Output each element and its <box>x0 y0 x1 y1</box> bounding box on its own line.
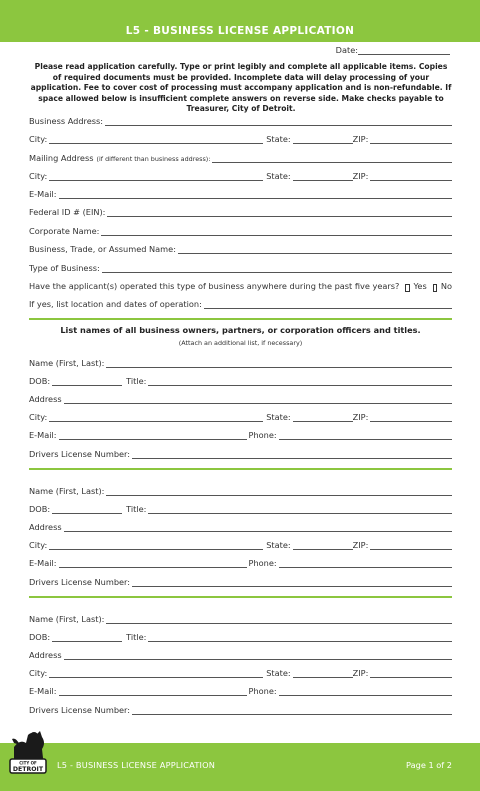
owner-name-line[interactable] <box>106 616 452 624</box>
business-address-field[interactable] <box>29 115 452 126</box>
corporate-name-label: Corporate Name: <box>29 226 100 236</box>
owner-phone-line[interactable] <box>279 432 452 440</box>
owner-name-field[interactable] <box>29 613 452 624</box>
trade-name-field[interactable] <box>29 243 452 254</box>
owner-divider <box>29 596 452 598</box>
owner-title-line[interactable] <box>148 506 452 514</box>
owner-zip-label: ZIP: <box>352 540 369 550</box>
city-label: City: <box>29 134 48 144</box>
owner-phone-line[interactable] <box>279 688 452 696</box>
mailing-address-line[interactable] <box>212 155 452 163</box>
owner-address-label: Address <box>29 650 62 660</box>
owner-state-line[interactable] <box>293 414 353 422</box>
trade-name-line[interactable] <box>178 246 452 254</box>
federal-id-field[interactable] <box>29 206 452 217</box>
owner-zip-label: ZIP: <box>352 412 369 422</box>
city-label: City: <box>29 171 48 181</box>
footer-bar <box>0 743 480 791</box>
date-field[interactable] <box>336 45 450 55</box>
owner-email-line[interactable] <box>59 560 247 568</box>
owner-name-field[interactable] <box>29 485 452 496</box>
owner-drivers-license-label: Drivers License Number: <box>29 705 131 715</box>
owner-drivers-license-line[interactable] <box>132 579 452 587</box>
owner-drivers-license-line[interactable] <box>132 707 452 715</box>
owner-state-label: State: <box>266 540 291 550</box>
business-address-label: Business Address: <box>29 116 104 126</box>
owner-email-line[interactable] <box>59 432 247 440</box>
mailing-address-field[interactable] <box>29 152 452 163</box>
type-of-business-line[interactable] <box>102 265 452 273</box>
owner-drivers-license-field[interactable] <box>29 448 452 459</box>
owner-zip-line[interactable] <box>370 542 452 550</box>
owner-address-field[interactable] <box>29 521 452 532</box>
no-label: No <box>440 281 452 291</box>
owner-dob-label: DOB: <box>29 632 51 642</box>
instructions-text: Please read application carefully. Type or print legibly and complete all applicable items. Copies of required documents must be provided. Incomplete data will delay processing of your application. Fee to cover cost of processing must accompany application and is non-refundable. If space allowed below is insufficient complete answers on reverse side. Make checks payable to Treasurer, City of Detroit. <box>30 62 452 113</box>
form-title: L5 - BUSINESS LICENSE APPLICATION <box>125 25 355 37</box>
mailing-address-note: (if different than business address): <box>96 155 211 163</box>
mailing-city-row[interactable] <box>29 170 452 181</box>
corporate-name-field[interactable] <box>29 225 452 236</box>
email-field[interactable] <box>29 188 452 199</box>
owner-phone-label: Phone: <box>248 430 277 440</box>
owners-subheading: (Attach an additional list, if necessary) <box>178 339 303 347</box>
owner-city-row[interactable] <box>29 539 452 550</box>
federal-id-line[interactable] <box>107 209 452 217</box>
owner-phone-line[interactable] <box>279 560 452 568</box>
owner-city-label: City: <box>29 412 48 422</box>
date-input-line[interactable] <box>358 46 450 55</box>
owner-address-field[interactable] <box>29 649 452 660</box>
prior-operation-field[interactable] <box>29 298 452 309</box>
city-of-detroit-seal <box>6 727 48 777</box>
owner-dob-label: DOB: <box>29 376 51 386</box>
owner-title-label: Title: <box>126 504 147 514</box>
owner-title-label: Title: <box>126 632 147 642</box>
trade-name-label: Business, Trade, or Assumed Name: <box>29 244 176 254</box>
date-label: Date: <box>335 45 358 55</box>
owner-name-label: Name (First, Last): <box>29 614 105 624</box>
email-line[interactable] <box>59 191 452 199</box>
footer-title: L5 - BUSINESS LICENSE APPLICATION <box>57 760 216 770</box>
owner-city-label: City: <box>29 540 48 550</box>
operated-question-row <box>29 280 452 291</box>
owner-drivers-license-line[interactable] <box>132 451 452 459</box>
owner-address-line[interactable] <box>64 524 452 532</box>
owner-drivers-license-field[interactable] <box>29 704 452 715</box>
zip-line[interactable] <box>370 136 452 144</box>
yes-checkbox[interactable] <box>405 284 409 292</box>
city-line[interactable] <box>49 173 263 181</box>
owner-city-row[interactable] <box>29 411 452 422</box>
seal-bottom-text: DETROIT <box>12 766 44 773</box>
zip-label: ZIP: <box>352 171 369 181</box>
owner-state-line[interactable] <box>293 542 353 550</box>
city-line[interactable] <box>49 136 263 144</box>
zip-line[interactable] <box>370 173 452 181</box>
owners-heading: List names of all business owners, partners, or corporation officers and titles. <box>60 325 421 335</box>
owner-name-line[interactable] <box>106 360 452 368</box>
owner-title-label: Title: <box>126 376 147 386</box>
owner-city-row[interactable] <box>29 667 452 678</box>
owner-name-label: Name (First, Last): <box>29 358 105 368</box>
seal-top-text: CITY OF <box>19 760 37 766</box>
page-number: Page 1 of 2 <box>406 760 452 770</box>
owner-dob-line[interactable] <box>52 634 122 642</box>
state-label: State: <box>266 134 291 144</box>
owner-name-line[interactable] <box>106 488 452 496</box>
state-line[interactable] <box>293 173 353 181</box>
owner-email-label: E-Mail: <box>29 558 57 568</box>
email-label: E-Mail: <box>29 189 57 199</box>
owner-address-line[interactable] <box>64 652 452 660</box>
prior-operation-line[interactable] <box>204 301 452 309</box>
owner-city-label: City: <box>29 668 48 678</box>
owner-drivers-license-label: Drivers License Number: <box>29 577 131 587</box>
owner-dob-title-row[interactable] <box>29 503 452 514</box>
owner-dob-line[interactable] <box>52 506 122 514</box>
prior-operation-label: If yes, list location and dates of operation: <box>29 299 202 309</box>
owner-state-line[interactable] <box>293 670 353 678</box>
seal-head <box>30 732 38 740</box>
seal-arm <box>12 739 20 745</box>
owner-email-phone-row[interactable] <box>29 429 452 440</box>
zip-label: ZIP: <box>352 134 369 144</box>
owner-phone-label: Phone: <box>248 686 277 696</box>
owner-dob-title-row[interactable] <box>29 375 452 386</box>
owner-dob-label: DOB: <box>29 504 51 514</box>
owner-name-field[interactable] <box>29 357 452 368</box>
owner-title-line[interactable] <box>148 634 452 642</box>
type-of-business-label: Type of Business: <box>29 263 100 273</box>
owner-drivers-license-field[interactable] <box>29 576 452 587</box>
federal-id-label: Federal ID # (EIN): <box>29 207 106 217</box>
owner-email-phone-row[interactable] <box>29 685 452 696</box>
owner-state-label: State: <box>266 412 291 422</box>
business-city-row[interactable] <box>29 133 452 144</box>
owner-phone-label: Phone: <box>248 558 277 568</box>
section-divider <box>29 318 452 320</box>
owner-email-phone-row[interactable] <box>29 557 452 568</box>
owner-address-label: Address <box>29 394 62 404</box>
mailing-address-label: Mailing Address <box>29 153 94 163</box>
owner-drivers-license-label: Drivers License Number: <box>29 449 131 459</box>
owner-email-line[interactable] <box>59 688 247 696</box>
owner-zip-label: ZIP: <box>352 668 369 678</box>
owner-address-line[interactable] <box>64 396 452 404</box>
owner-zip-line[interactable] <box>370 414 452 422</box>
owner-name-label: Name (First, Last): <box>29 486 105 496</box>
owner-address-label: Address <box>29 522 62 532</box>
owner-state-label: State: <box>266 668 291 678</box>
owner-address-field[interactable] <box>29 393 452 404</box>
owner-city-line[interactable] <box>49 542 263 550</box>
owner-email-label: E-Mail: <box>29 430 57 440</box>
owner-zip-line[interactable] <box>370 670 452 678</box>
header-bar <box>0 0 480 42</box>
operated-question-label: Have the applicant(s) operated this type of business anywhere during the past five years? <box>29 281 400 291</box>
owner-title-line[interactable] <box>148 378 452 386</box>
owner-dob-line[interactable] <box>52 378 122 386</box>
business-address-line[interactable] <box>105 118 452 126</box>
owner-city-line[interactable] <box>49 414 263 422</box>
owner-divider <box>29 468 452 470</box>
corporate-name-line[interactable] <box>101 228 452 236</box>
owner-email-label: E-Mail: <box>29 686 57 696</box>
yes-label: Yes <box>413 281 427 291</box>
state-label: State: <box>266 171 291 181</box>
owner-city-line[interactable] <box>49 670 263 678</box>
no-checkbox[interactable] <box>433 284 437 292</box>
owner-dob-title-row[interactable] <box>29 631 452 642</box>
state-line[interactable] <box>293 136 353 144</box>
type-of-business-field[interactable] <box>29 262 452 273</box>
